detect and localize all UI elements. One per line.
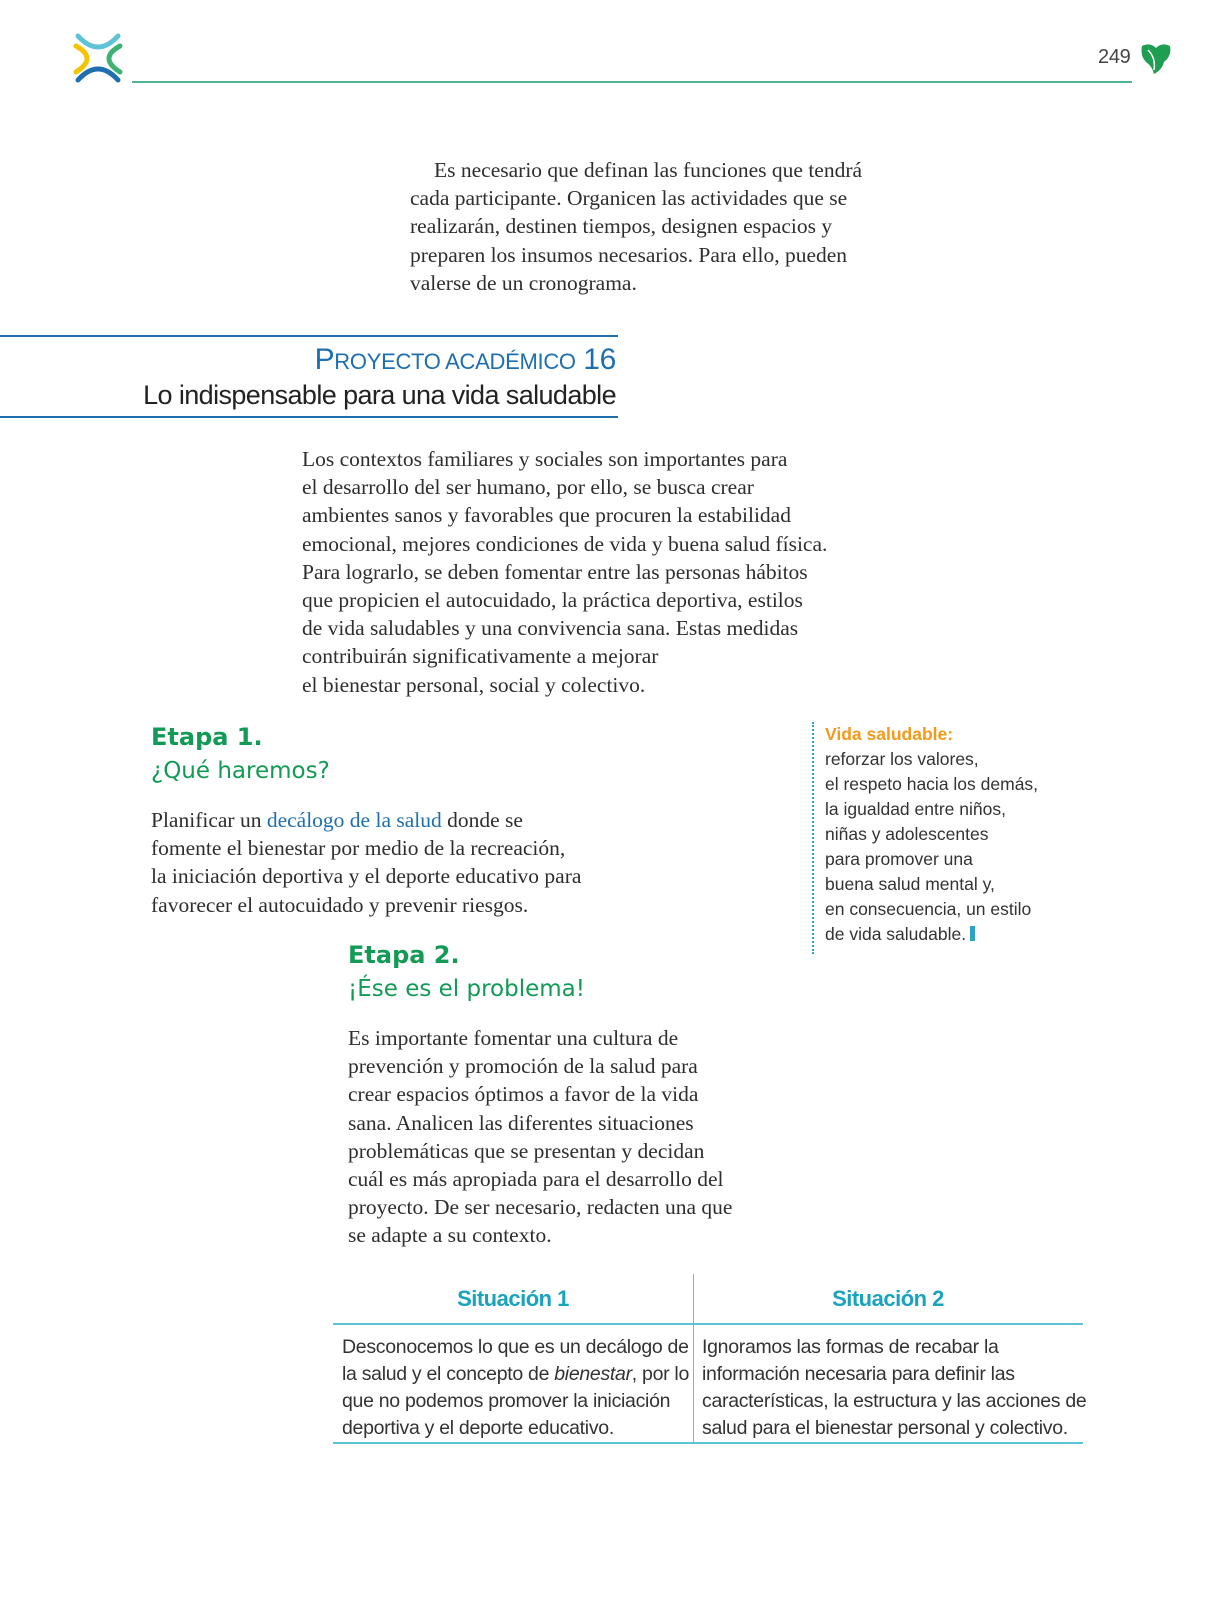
text-fragment: donde se: [441, 808, 523, 832]
table-header-rule: [333, 1323, 1083, 1325]
project-bottom-rule: [0, 416, 618, 418]
text-line: crear espacios óptimos a favor de la vida: [348, 1082, 699, 1107]
text-fragment: la salud y el concepto de: [342, 1363, 555, 1385]
project-title: Lo indispensable para una vida saludable: [143, 380, 616, 410]
situation-2-cell: [702, 1334, 1086, 1442]
etapa-2-title: Etapa 2.: [348, 941, 460, 969]
text-line: emocional, mejores condiciones de vida y buena salud física.: [302, 531, 828, 556]
glossary-term: Vida saludable:: [825, 724, 954, 744]
project-label-initial: P: [314, 343, 335, 376]
header-divider: [132, 81, 1132, 83]
text-line: problemáticas que se presentan y decidan: [348, 1138, 705, 1163]
etapa-1-title: Etapa 1.: [151, 723, 263, 751]
text-line: cada participante. Organicen las actividades que se: [410, 186, 848, 211]
situations-table: [333, 1274, 1087, 1444]
main-paragraph: [302, 445, 827, 699]
glossary-line: el respeto hacia los demás,: [825, 774, 1039, 794]
etapa-2-heading: [348, 938, 585, 1006]
text-line: Para lograrlo, se deben fomentar entre las personas hábitos: [302, 559, 808, 584]
text-line: Los contextos familiares y sociales son importantes para: [302, 447, 788, 471]
situation-1-cell: [342, 1334, 689, 1442]
situation-2-header: Situación 2: [832, 1286, 944, 1311]
glossary-sidenote: [812, 722, 1038, 954]
situation-1-header: Situación 1: [457, 1286, 569, 1311]
cell-line: información necesaria para definir las: [702, 1363, 1015, 1385]
text-line: fomente el bienestar por medio de la recreación,: [151, 836, 566, 861]
text-line: favorecer el autocuidado y prevenir riesgos.: [151, 892, 529, 917]
text-fragment: Planificar un: [151, 808, 267, 832]
cell-line: [342, 1361, 689, 1388]
table-column-divider: [693, 1274, 694, 1444]
text-line: contribuirán significativamente a mejorar: [302, 644, 659, 669]
glossary-line: reforzar los valores,: [825, 749, 979, 769]
text-line: el bienestar personal, social y colectivo.: [302, 672, 646, 697]
etapa-2-question: ¡Ése es el problema!: [348, 976, 585, 1002]
page-number: 249: [1098, 46, 1131, 68]
etapa-1-heading: [151, 720, 330, 788]
text-line: cuál es más apropiada para el desarrollo del: [348, 1167, 724, 1192]
text-line: prevención y promoción de la salud para: [348, 1054, 698, 1079]
text-line: preparen los insumos necesarios. Para ello, pueden: [410, 242, 848, 267]
glossary-line: la igualdad entre niños,: [825, 799, 1006, 819]
table-bottom-rule: [333, 1442, 1083, 1444]
text-line: valerse de un cronograma.: [410, 270, 637, 295]
project-top-rule: [0, 335, 618, 337]
cell-line: deportiva y el deporte educativo.: [342, 1417, 614, 1439]
glossary-last-text: de vida saludable.: [825, 924, 967, 944]
end-mark-icon: [970, 926, 975, 941]
text-line: [151, 806, 581, 834]
text-line: Es necesario que definan las funciones que tendrá: [434, 158, 863, 182]
text-line: la iniciación deportiva y el deporte educativo para: [151, 864, 582, 889]
text-line: que propicien el autocuidado, la práctica deportiva, estilos: [302, 588, 803, 613]
text-line: de vida saludables y una convivencia sana. Estas medidas: [302, 616, 799, 641]
etapa-1-paragraph: [151, 806, 581, 919]
etapa-2-paragraph: [348, 1024, 732, 1250]
text-line: realizarán, destinen tiempos, designen espacios y: [410, 214, 833, 239]
glossary-line: [825, 922, 1038, 947]
green-leaf-icon: [1138, 40, 1174, 76]
cell-line: Ignoramos las formas de recabar la: [702, 1336, 999, 1358]
cell-line: que no podemos promover la iniciación: [342, 1390, 671, 1412]
decalogo-keyword: decálogo de la salud: [266, 808, 442, 832]
cell-line: salud para el bienestar personal y colectivo.: [702, 1417, 1068, 1439]
glossary-line: niñas y adolescentes: [825, 824, 989, 844]
interlocking-rings-logo: [72, 32, 124, 84]
project-label: [315, 343, 616, 377]
glossary-line: en consecuencia, un estilo: [825, 899, 1032, 919]
text-line: sana. Analicen las diferentes situaciones: [348, 1110, 694, 1135]
project-label-rest: ROYECTO ACADÉMICO: [334, 349, 576, 374]
project-number: 16: [583, 343, 616, 376]
text-line: Es importante fomentar una cultura de: [348, 1026, 679, 1050]
glossary-line: buena salud mental y,: [825, 874, 995, 894]
text-line: se adapte a su contexto.: [348, 1223, 552, 1248]
bienestar-emphasis: bienestar: [554, 1363, 632, 1385]
cell-line: características, la estructura y las acciones de: [702, 1390, 1087, 1412]
glossary-line: para promover una: [825, 849, 973, 869]
text-line: proyecto. De ser necesario, redacten una que: [348, 1195, 733, 1220]
cell-line: Desconocemos lo que es un decálogo de: [342, 1336, 689, 1358]
intro-paragraph: [410, 156, 862, 297]
etapa-1-question: ¿Qué haremos?: [151, 758, 330, 784]
text-line: el desarrollo del ser humano, por ello, se busca crear: [302, 475, 754, 500]
text-line: ambientes sanos y favorables que procuren la estabilidad: [302, 503, 791, 528]
text-fragment: , por lo: [631, 1363, 690, 1385]
